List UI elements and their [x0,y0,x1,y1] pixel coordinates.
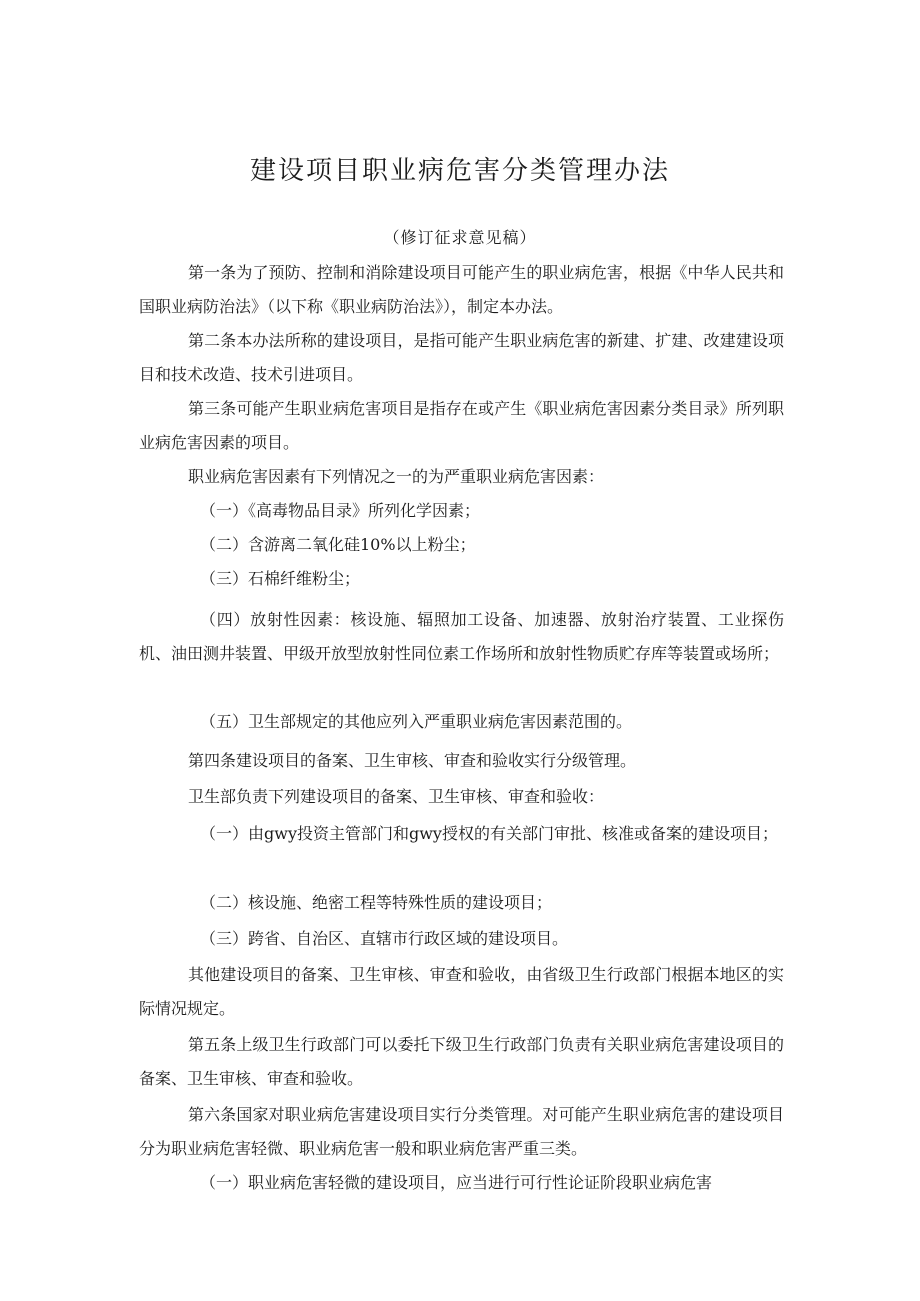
paragraph-ministry-responsibility: 卫生部负责下列建设项目的备案、卫生审核、审查和验收： [188,787,605,806]
paragraph-article-2: 第二条本办法所称的建设项目，是指可能产生职业病危害的新建、扩建、改建建设项目和技术改造、技术引进项目。 [139,331,784,384]
paragraph-article-3: 第三条可能产生职业病危害项目是指存在或产生《职业病危害因素分类目录》所列职业病危害因素的项目。 [139,399,784,452]
paragraph-ministry-item-1: （一）由gwy投资主管部门和gwy授权的有关部门审批、核准或备案的建设项目； [200,824,778,843]
paragraph-article-5: 第五条上级卫生行政部门可以委托下级卫生行政部门负责有关职业病危害建设项目的备案、卫生审核、审查和验收。 [139,1035,784,1088]
paragraph-item-5: （五）卫生部规定的其他应列入严重职业病危害因素范围的。 [200,712,633,731]
paragraph-article-6: 第六条国家对职业病危害建设项目实行分类管理。对可能产生职业病危害的建设项目分为职业病危害轻微、职业病危害一般和职业病危害严重三类。 [139,1105,784,1158]
paragraph-ministry-item-3: （三）跨省、自治区、直辖市行政区域的建设项目。 [200,929,569,948]
paragraph-serious-factors-intro: 职业病危害因素有下列情况之一的为严重职业病危害因素： [188,467,605,486]
paragraph-item-2: （二）含游离二氧化硅10%以上粉尘； [200,535,476,554]
document-title: 建设项目职业病危害分类管理办法 [249,156,670,186]
paragraph-item-4: （四）放射性因素：核设施、辐照加工设备、加速器、放射治疗装置、工业探伤机、油田测井装置、甲级开放型放射性同位素工作场所和放射性物质贮存库等装置或场所； [139,610,784,663]
paragraph-item-3: （三）石棉纤维粉尘； [200,569,361,588]
paragraph-article-1: 第一条为了预防、控制和消除建设项目可能产生的职业病危害，根据《中华人民共和国职业病防治法》（以下称《职业病防治法》），制定本办法。 [139,263,784,316]
paragraph-other-projects: 其他建设项目的备案、卫生审核、审查和验收，由省级卫生行政部门根据本地区的实际情况规定。 [139,965,784,1018]
paragraph-article-4: 第四条建设项目的备案、卫生审核、审查和验收实行分级管理。 [188,751,637,770]
paragraph-ministry-item-2: （二）核设施、绝密工程等特殊性质的建设项目； [200,893,553,912]
paragraph-category-item-1: （一）职业病危害轻微的建设项目，应当进行可行性论证阶段职业病危害 [200,1173,713,1192]
paragraph-item-1: （一）《高毒物品目录》所列化学因素； [200,501,481,520]
document-subtitle: （修订征求意见稿） [383,228,537,247]
